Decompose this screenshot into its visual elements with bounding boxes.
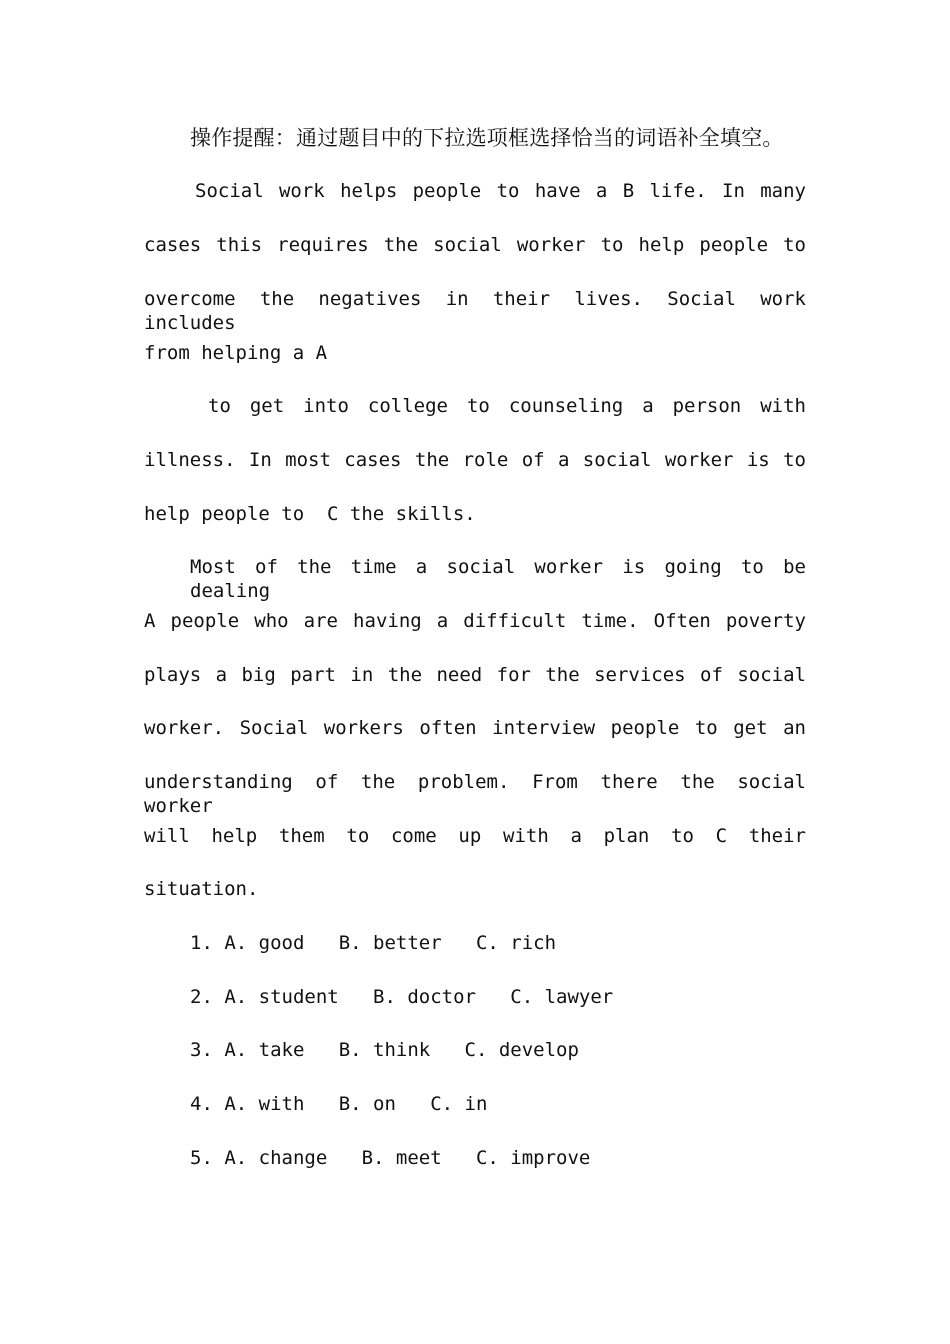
passage-line: A people who are having a difficult time. Often poverty [144,610,806,632]
passage-line: situation. [144,878,259,900]
passage-line: overcome the negatives in their lives. Social work includes [144,288,806,334]
passage-line: illness. In most cases the role of a social worker is to [144,449,806,471]
passage-line: worker. Social workers often interview people to get an [144,717,806,739]
passage-line: cases this requires the social worker to help people to [144,234,806,256]
question-option-1: 1. A. good B. better C. rich [190,932,557,954]
question-option-2: 2. A. student B. doctor C. lawyer [190,986,614,1008]
passage-line: understanding of the problem. From there the social worker [144,771,806,817]
question-option-4: 4. A. with B. on C. in [190,1093,488,1115]
passage-line: will help them to come up with a plan to C their [144,825,806,847]
question-option-5: 5. A. change B. meet C. improve [190,1147,591,1169]
passage-line: to get into college to counseling a person with [208,395,806,417]
passage-line: help people to C the skills. [144,503,476,525]
passage-line: Social work helps people to have a B life. In many [195,180,806,202]
instruction-text: 操作提醒：通过题目中的下拉选项框选择恰当的词语补全填空。 [190,126,784,150]
passage-line: plays a big part in the need for the services of social [144,664,806,686]
passage-line: from helping a A [144,342,328,364]
question-option-3: 3. A. take B. think C. develop [190,1039,579,1061]
passage-line: Most of the time a social worker is going to be dealing [190,556,806,602]
